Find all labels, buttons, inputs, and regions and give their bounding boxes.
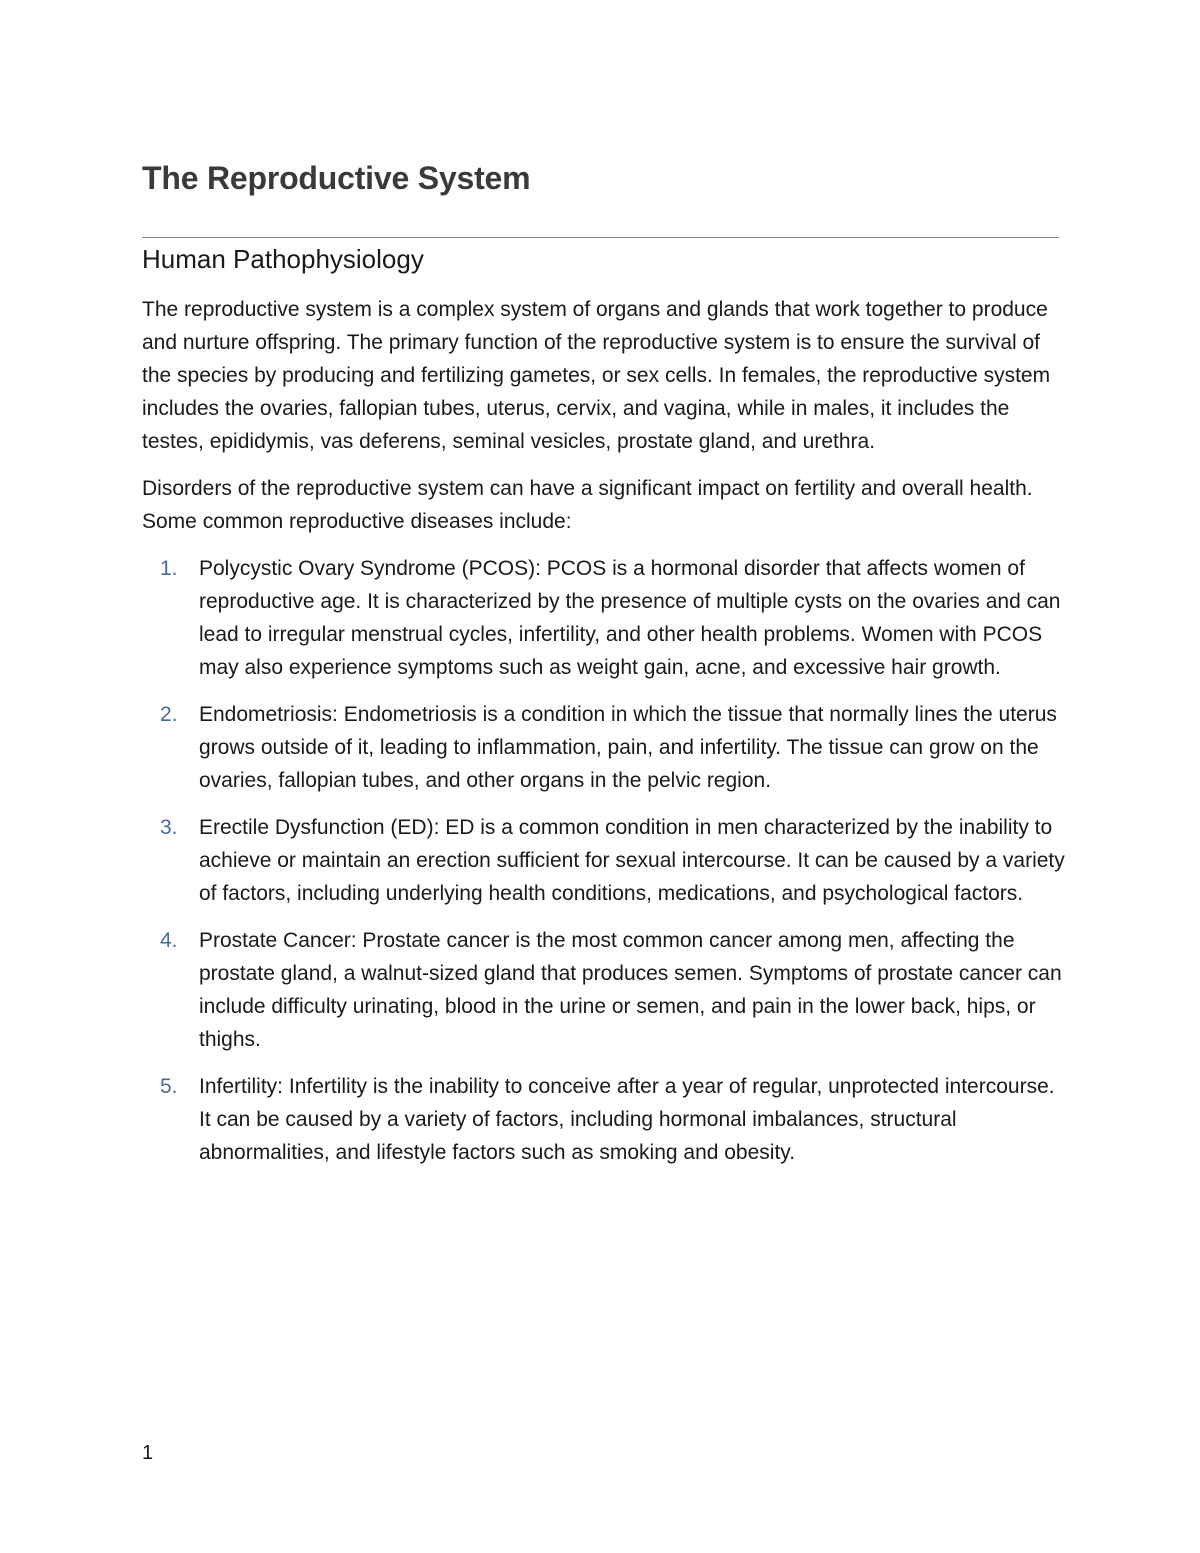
list-item-text: Erectile Dysfunction (ED): ED is a common condition in men characterized by the inability to achieve or maintain an erection sufficient for sexual intercourse. It can be caused by a variety of factors, including underlying health conditions, medications, and psychological factors. bbox=[199, 816, 1065, 905]
list-item bbox=[142, 811, 1067, 910]
list-item-number: 2. bbox=[160, 703, 178, 726]
document-body bbox=[142, 293, 1067, 1183]
intro-paragraph: The reproductive system is a complex system of organs and glands that work together to produce and nurture offspring. The primary function of the reproductive system is to ensure the survival of the species by producing and fertilizing gametes, or sex cells. In females, the reproductive system includes the ovaries, fallopian tubes, uterus, cervix, and vagina, while in males, it includes the testes, epididymis, vas deferens, seminal vesicles, prostate gland, and urethra. bbox=[142, 298, 1051, 453]
list-item bbox=[142, 698, 1067, 797]
list-item bbox=[142, 1070, 1067, 1169]
list-item-text: Endometriosis: Endometriosis is a condition in which the tissue that normally lines the uterus grows outside of it, leading to inflammation, pain, and infertility. The tissue can grow on the ovaries, fallopian tubes, and other organs in the pelvic region. bbox=[199, 703, 1057, 792]
list-item-number: 3. bbox=[160, 816, 178, 839]
page-number: 1 bbox=[142, 1442, 154, 1464]
disease-list bbox=[142, 552, 1067, 1169]
list-item-number: 4. bbox=[160, 929, 178, 952]
list-item-number: 5. bbox=[160, 1075, 178, 1098]
list-item bbox=[142, 552, 1067, 684]
title-divider bbox=[142, 237, 1059, 238]
list-item-text: Infertility: Infertility is the inability to conceive after a year of regular, unprotected intercourse. It can be caused by a variety of factors, including hormonal imbalances, structural abnormalities, and lifestyle factors such as smoking and obesity. bbox=[199, 1075, 1055, 1164]
document-subtitle: Human Pathophysiology bbox=[142, 244, 424, 274]
document-title: The Reproductive System bbox=[142, 160, 531, 196]
disorders-paragraph: Disorders of the reproductive system can have a significant impact on fertility and overall health. Some common reproductive diseases include: bbox=[142, 477, 1033, 533]
list-item-text: Polycystic Ovary Syndrome (PCOS): PCOS is a hormonal disorder that affects women of reproductive age. It is characterized by the presence of multiple cysts on the ovaries and can lead to irregular menstrual cycles, infertility, and other health problems. Women with PCOS may also experience symptoms such as weight gain, acne, and excessive hair growth. bbox=[199, 557, 1061, 679]
list-item bbox=[142, 924, 1067, 1056]
list-item-number: 1. bbox=[160, 557, 178, 580]
list-item-text: Prostate Cancer: Prostate cancer is the most common cancer among men, affecting the prostate gland, a walnut-sized gland that produces semen. Symptoms of prostate cancer can include difficulty urinating, blood in the urine or semen, and pain in the lower back, hips, or thighs. bbox=[199, 929, 1062, 1051]
